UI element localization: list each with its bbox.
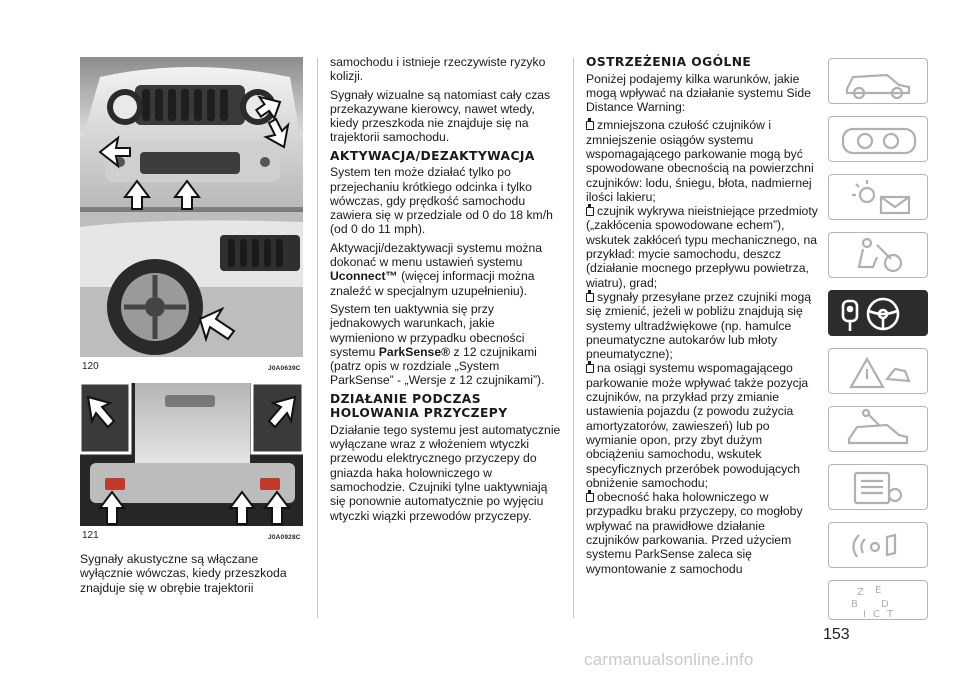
section-heading: DZIAŁANIE PODCZAS HOLOWANIA PRZYCZEPY: [330, 391, 508, 421]
bullet-icon: [586, 121, 594, 130]
svg-text:Z: Z: [857, 587, 864, 598]
front-car-illustration: [80, 57, 303, 357]
bullet-item: [586, 361, 818, 490]
bold-term: ParkSense®: [378, 344, 451, 359]
chapter-tab-lights-warnings[interactable]: [828, 174, 928, 220]
chapter-tab-dashboard[interactable]: [828, 116, 928, 162]
multimedia-icon: [829, 523, 929, 569]
svg-text:C: C: [873, 609, 880, 620]
figure-caption-text: [80, 552, 305, 599]
text-run: System ten uaktywnia się przy jednakowych warunkach, jakie wymieniono w przypadku obecności systemu: [330, 301, 525, 359]
bullet-icon: [586, 293, 594, 302]
bullet-text: zmniejszona czułość czujników i zmniejszenie osiągów systemu wspomagającego parkowanie mogą być spowodowane obecnością na powierzchni czujników: lodu, śniegu, błota, nadmiernej ilości lakieru;: [586, 118, 814, 204]
page-number: 153: [823, 626, 850, 643]
svg-text:T: T: [887, 609, 894, 620]
rear-car-illustration: [80, 383, 303, 526]
column-divider: [573, 58, 574, 618]
bullet-text: obecność haka holowniczego w przypadku braku przyczepy, co mogłoby wpływać na prawidłowe działanie czujników parkowania. Przed użyciem systemu ParkSense zaleca się wymontowanie z samochodu: [586, 490, 803, 576]
bullet-icon: [586, 364, 594, 373]
svg-text:D: D: [881, 599, 889, 610]
bullet-text: sygnały przesyłane przez czujniki mogą się zmienić, jeżeli w pobliżu znajdują się systemy ultradźwiękowe (np. hamulce pneumatyczne autokarów lub młoty pneumatyczne);: [586, 289, 812, 362]
caption-paragraph: Sygnały akustyczne są włączane wyłącznie wówczas, kiedy przeszkoda znajduje się w obrębie trajektorii: [80, 552, 287, 595]
figure-code: J0A0639C: [268, 365, 301, 372]
right-column: [586, 55, 818, 576]
chapter-tab-multimedia[interactable]: [828, 522, 928, 568]
bullet-text: czujnik wykrywa nieistniejące przedmioty („zakłócenia spowodowane echem”), wskutek zakłóceń typu mechanicznego, na przykład: mycie samochodu, deszcz (działanie mocnego przepływu powietrza, wiatru), grad;: [586, 204, 818, 290]
bullet-item: [586, 118, 818, 204]
specifications-list-icon: [829, 465, 929, 511]
alphabet-index-icon: [829, 581, 929, 621]
chapter-tab-safety[interactable]: [828, 232, 928, 278]
wrench-car-icon: [829, 407, 929, 453]
chapter-tab-starting-driving[interactable]: [828, 290, 928, 336]
bullet-text: na osiągi systemu wspomagającego parkowanie może wpływać także pozycja czujników, na przykład przy zmianie ustawienia pojazdu (z powodu zużycia amortyzatorów, zawieszeń) lub po wymianie opon, przy zbyt dużym obciążeniu samochodu, wskutek specyficznych przeróbek powodujących obniżenie samochodu;: [586, 361, 809, 490]
lights-warning-icon: [829, 175, 929, 221]
paragraph: samochodu i istnieje rzeczywiste ryzyko kolizji.: [330, 55, 546, 84]
chapter-tab-technical-data[interactable]: [828, 464, 928, 510]
column-divider: [317, 58, 318, 618]
svg-text:B: B: [851, 599, 858, 610]
text-run: Aktywacji/dezaktywacji systemu można dokonać w menu ustawień systemu: [330, 240, 542, 270]
key-steering-wheel-icon: [829, 291, 929, 337]
bullet-item: [586, 290, 818, 361]
text-run: z 12 czujnikami (patrz opis w rozdziale „System ParkSense” - „Wersje z 12 czujnikami”).: [330, 344, 545, 388]
figure-code: J0A0928C: [268, 534, 301, 541]
airbag-safety-icon: [829, 233, 929, 279]
figure-121-rear-sensors-photo: [80, 383, 303, 526]
section-heading: AKTYWACJA/DEZAKTYWACJA: [330, 148, 535, 163]
section-heading: OSTRZEŻENIA OGÓLNE: [586, 55, 752, 69]
bullet-icon: [586, 493, 594, 502]
car-icon: [829, 59, 929, 105]
dashboard-icon: [829, 117, 929, 163]
svg-text:I: I: [863, 609, 866, 620]
paragraph: Działanie tego systemu jest automatycznie wyłączane wraz z włożeniem wtyczki przewodu elektrycznego przyczepy do gniazda haka holowniczego w samochodzie. Czujniki tylne uaktywniają się ponownie automatycznie po wyjęciu wtyczki wiązki przewodów przyczepy.: [330, 422, 561, 523]
paragraph: System ten może działać tylko po przejechaniu krótkiego odcinka i tylko wówczas, gdy prędkość samochodu zawiera się w przedziale od 0 do 18 km/h (od 0 do 11 mph).: [330, 165, 553, 237]
figure-120-front-sensors-photo: [80, 57, 303, 357]
paragraph: [330, 302, 562, 388]
paragraph: Sygnały wizualne są natomiast cały czas przekazywane kierowcy, nawet wtedy, kiedy przeszkoda nie znajduje się na trajektorii samochodu.: [330, 87, 551, 145]
text-run: (więcej informacji można znaleźć w specjalnym uzupełnieniu).: [330, 269, 535, 298]
roadside-warning-icon: [829, 349, 929, 395]
chapter-tab-emergency[interactable]: [828, 348, 928, 394]
bold-term: Uconnect™: [330, 269, 398, 284]
bullet-item: [586, 204, 818, 290]
figure-number: 121: [82, 530, 99, 541]
paragraph: [330, 241, 562, 298]
chapter-tab-servicing[interactable]: [828, 406, 928, 452]
chapter-tab-car[interactable]: [828, 58, 928, 104]
middle-column: [330, 55, 562, 527]
watermark-text: carmanualsonline.info: [584, 650, 754, 669]
bullet-icon: [586, 207, 594, 216]
chapter-tab-index[interactable]: [828, 580, 928, 620]
figure-number: 120: [82, 361, 99, 372]
paragraph: Poniżej podajemy kilka warunków, jakie mogą wpływać na działanie systemu Side Distance Warning:: [586, 71, 811, 115]
bullet-item: [586, 490, 818, 576]
svg-text:E: E: [875, 585, 882, 596]
